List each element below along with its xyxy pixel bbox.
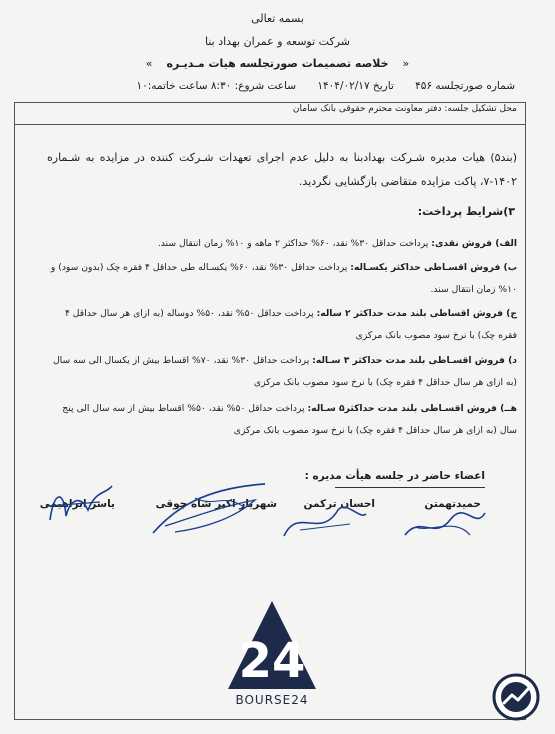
logo-mark-text: 24 xyxy=(238,633,306,689)
condition-item: ج) فروش اقساطی بلند مدت حداکثر ۲ ساله: پرداخت حداقل ۵۰% نقد، ۵۰% دوساله (به ازای هر سال حداقل ۴ فقره چک) با نرخ سود مصوب بانک مرکزی xyxy=(64,308,517,341)
member-name: احسان ترکمن xyxy=(303,498,375,510)
member-name: شهریار اکبر شاه جوقی xyxy=(155,498,277,510)
member-name: یاسر ابراهیمی xyxy=(39,498,115,510)
members-heading-underline xyxy=(335,487,485,488)
meeting-time: ساعت شروع: ۸:۳۰ ساعت خاتمه:۱۰ xyxy=(136,80,297,92)
signature-mark xyxy=(280,500,370,542)
condition-item: د) فروش اقسـاطی بلند مدت حداکثر ۳ سـاله: پرداخت حداقل ۳۰% نقد، ۷۰% اقساط بیش از یکسال الی سه سال (به ازای هر سال حداقل ۴ فقره چک) با نرخ سود مصوب بانک مرکزی xyxy=(52,355,517,388)
title-text: خلاصه تصمیمات صورتجلسه هیات مـدیـره xyxy=(166,57,389,70)
condition-item: هــ) فروش اقسـاطی بلند مدت حداکثر۵ سـاله: پرداخت حداقل ۵۰% نقد، ۵۰% اقساط بیش از سه سال الی پنج سال (به ازای هر سال حداقل ۴ فقره چک) با نرخ سود مصوب بانک مرکزی xyxy=(62,403,517,436)
meeting-meta xyxy=(118,80,515,92)
quote-close: » xyxy=(145,57,153,70)
condition-item: الف) فروش نقدی: پرداخت حداقل ۳۰% نقد، ۶۰% حداکثر ۲ ماهه و ۱۰% زمان انتقال سند. xyxy=(157,238,517,249)
signature-mark xyxy=(145,478,275,538)
member-name: حمیدتهمتن xyxy=(424,498,481,510)
quote-open: « xyxy=(402,57,410,70)
document-title xyxy=(0,57,555,70)
clause-5: (بند۵) هیات مدیره شـرکت بهدادبنا به دلیل عدم اجرای تعهدات شـرکت کننده در مزایده به شـماره ۱۴۰۲-۷، پاکت مزایده متقاضی بازگشایی نگردید. xyxy=(47,151,517,188)
condition-item: ب) فروش اقسـاطی حداکثر یکسـاله: پرداخت حداقل ۳۰% نقد، ۶۰% یکسـاله طی حداقل ۴ فقره چک (بدون سود) و ۱۰% زمان انتقال سند. xyxy=(50,262,517,295)
signature-mark xyxy=(400,505,490,545)
chart-badge-icon xyxy=(492,673,540,721)
basmala: بسمه تعالی xyxy=(251,12,304,25)
meeting-location: محل تشکیل جلسه: دفتر معاونت محترم حقوقی بانک سامان xyxy=(292,104,517,114)
bourse24-logo-icon xyxy=(226,597,318,692)
watermark-text: BOURSE24 xyxy=(235,693,309,707)
meeting-number: شماره صورتجلسه ۴۵۶ xyxy=(415,80,515,92)
signature-mark xyxy=(40,480,120,530)
company-name: شرکت توسعه و عمران بهداد بنا xyxy=(204,35,350,48)
payment-conditions-heading: ۳)شرایط پرداخت: xyxy=(417,205,515,218)
location-divider xyxy=(14,124,526,125)
members-heading: اعضاء حاضر در جلسه هیأت مدیره : xyxy=(304,470,485,482)
meeting-date: تاریخ ۱۴۰۴/۰۲/۱۷ xyxy=(317,80,394,92)
